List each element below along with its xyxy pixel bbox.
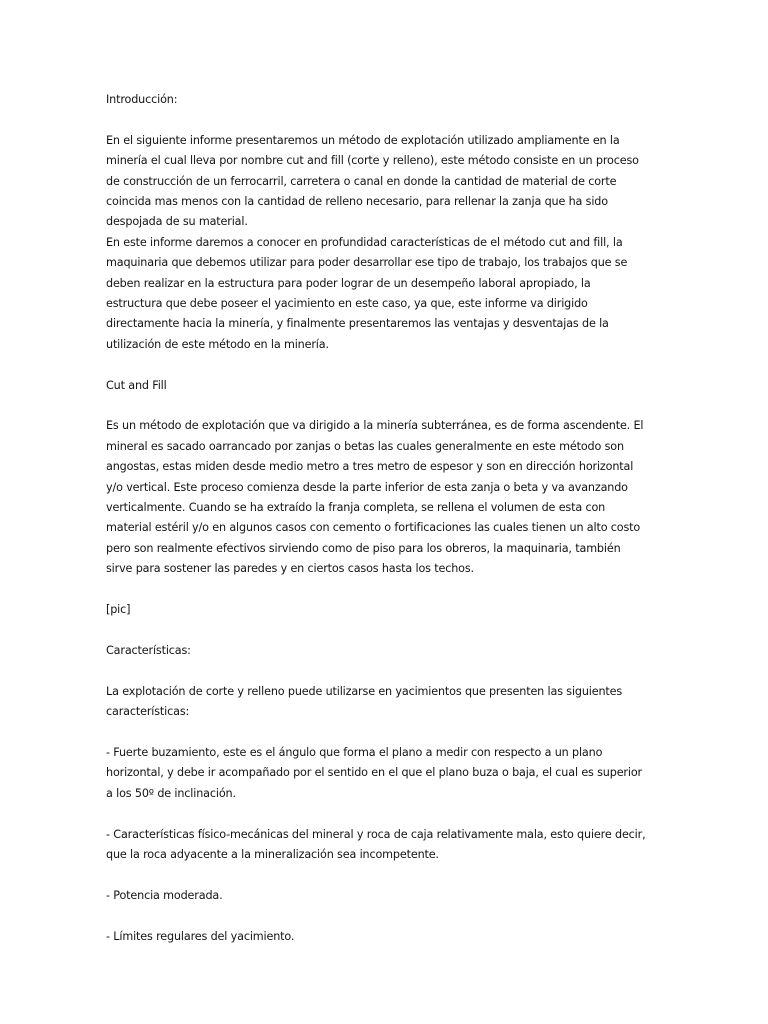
image-placeholder: [pic]: [106, 603, 131, 617]
document-page: [106, 90, 706, 967]
feature-item-thickness: - Potencia moderada.: [106, 888, 223, 902]
intro-paragraph-1: En el siguiente informe presentaremos un método de explotación utilizado ampliamente en la minería el cual lleva por nombre cut and fill (corte y relleno), este método consiste en un proceso de construcción de un ferrocarril, carretera o canal en donde la cantidad de material de corte coincida mas menos con la cantidad de relleno necesario, para rellenar la zanja que ha sido despojada de su material.: [106, 133, 639, 229]
cut-and-fill-paragraph: Es un método de explotación que va dirigido a la minería subterránea, es de forma ascendente. El mineral es sacado oarrancado por zanjas o betas las cuales generalmente en este método son angostas, estas miden desde medio metro a tres metro de espesor y son en dirección horizontal y/o vertical. Este proceso comienza desde la parte inferior de esta zanja o beta y va avanzando verticalmente. Cuando se ha extraído la franja completa, se rellena el volumen de esta con material estéril y/o en algunos casos con cemento o fortificaciones las cuales tienen un alto costo pero son realmente efectivos sirviendo como de piso para los obreros, la maquinaria, también sirve para sostener las paredes y en ciertos casos hasta los techos.: [106, 419, 644, 576]
features-heading: Características:: [106, 643, 191, 657]
cut-and-fill-heading: Cut and Fill: [106, 378, 167, 392]
feature-item-limits: - Límites regulares del yacimiento.: [106, 929, 295, 943]
features-intro: La explotación de corte y relleno puede utilizarse en yacimientos que presenten las siguientes características:: [106, 684, 623, 719]
intro-paragraph-2: En este informe daremos a conocer en profundidad características de el método cut and fill, la maquinaria que debemos utilizar para poder desarrollar ese tipo de trabajo, los trabajos que se deben realizar en la estructura para poder lograr de un desempeño laboral apropiado, la estructura que debe poseer el yacimiento en este caso, ya que, este informe va dirigido directamente hacia la minería, y finalmente presentaremos las ventajas y desventajas de la utilización de este método en la minería.: [106, 235, 628, 351]
feature-item-rock-quality: - Características físico-mecánicas del mineral y roca de caja relativamente mala, esto quiere decir, que la roca adyacente a la mineralización sea incompetente.: [106, 827, 646, 861]
feature-item-dip: - Fuerte buzamiento, este es el ángulo que forma el plano a medir con respecto a un plano horizontal, y debe ir acompañado por el sentido en el que el plano buza o baja, el cual es superior a los 50º de inclinación.: [106, 745, 642, 800]
intro-heading: Introducción:: [106, 93, 178, 106]
